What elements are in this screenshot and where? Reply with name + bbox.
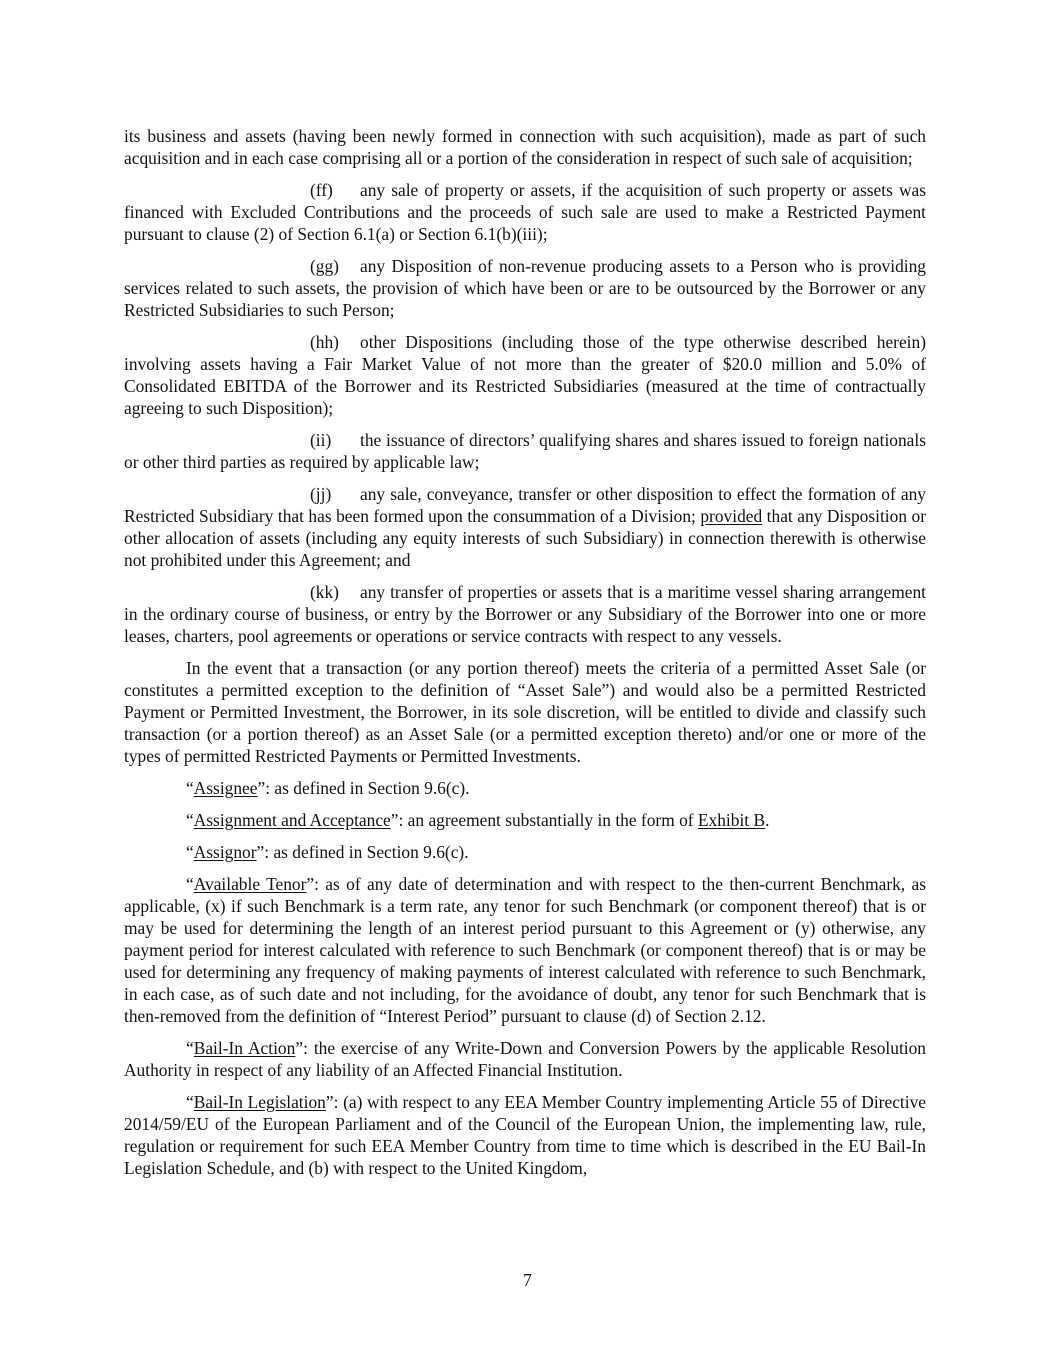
definition-text: : as defined in Section 9.6(c). [265, 778, 470, 798]
clause-kk [124, 581, 926, 647]
document-page [124, 125, 926, 1189]
clause-text: any sale of property or assets, if the acquisition of such property or assets was financed with Excluded Contributions and the proceeds of such sale are used to make a Restricted Payment pursuant to clause (2) of Section 6.1(a) or Section 6.1(b)(iii); [124, 180, 926, 244]
clause-text: any Disposition of non-revenue producing assets to a Person who is providing services related to such assets, the provision of which have been or are to be outsourced by the Borrower or any Restricted Subsidiaries to such Person; [124, 256, 926, 320]
definition-text: : (a) with respect to any EEA Member Country implementing Article 55 of Directive 2014/59/EU of the European Parliament and of the Council of the European Union, the implementing law, rule, regulation or requirement for such EEA Member Country from time to time which is described in the EU Bail-In Legislation Schedule, and (b) with respect to the United Kingdom, [124, 1092, 926, 1178]
clause-label: (kk) [310, 582, 339, 602]
definition-bail-in-legislation: “Bail-In Legislation”: (a) with respect to any EEA Member Country implementing Article 55 of Directive 2014/59/EU of the European Parliament and of the Council of the European Union, the implementing law, rule, regulation or requirement for such EEA Member Country from time to time which is described in the EU Bail-In Legislation Schedule, and (b) with respect to the United Kingdom, [124, 1092, 926, 1178]
definition-available-tenor: “Available Tenor”: as of any date of determination and with respect to the then-current Benchmark, as applicable, (x) if such Benchmark is a term rate, any tenor for such Benchmark (or component thereof) that is or may be used for determining the length of an interest period pursuant to this Agreement or (y) otherwise, any payment period for interest calculated with reference to such Benchmark (or component thereof) that is or may be used for determining any frequency of making payments of interest calculated with reference to such Benchmark, in each case, as of such date and not including, for the avoidance of doubt, any tenor for such Benchmark that is then-removed from the definition of “Interest Period” pursuant to clause (d) of Section 2.12. [124, 874, 926, 1026]
clause-hh [124, 331, 926, 419]
defined-term: Assignee [193, 778, 258, 798]
clause-text-after: that any Disposition or other allocation of assets (including any equity interests of such Subsidiary) in connection therewith is otherwise not prohibited under this Agreement; and [124, 506, 926, 570]
defined-term: Assignment and Acceptance [193, 810, 391, 830]
clause-label: (ff) [310, 180, 333, 200]
definition-assignor: “Assignor”: as defined in Section 9.6(c). [186, 842, 469, 862]
clause-label: (gg) [310, 256, 339, 276]
continuation-paragraph: its business and assets (having been newly formed in connection with such acquisition), made as part of such acquisition and in each case comprising all or a portion of the consideration in respect of such sale of acquisition; [124, 126, 926, 168]
clause-ii [124, 429, 926, 473]
defined-term: Assignor [193, 842, 257, 862]
clause-text: any transfer of properties or assets that is a maritime vessel sharing arrangement in the ordinary course of business, or entry by the Borrower or any Subsidiary of the Borrower into one or more leases, charters, pool agreements or operations or service contracts with respect to any vessels. [124, 582, 926, 646]
definition-assignment-and-acceptance: “Assignment and Acceptance”: an agreement substantially in the form of Exhibit B. [186, 810, 770, 830]
definition-text-after: . [765, 810, 770, 830]
definition-bail-in-action: “Bail-In Action”: the exercise of any Write-Down and Conversion Powers by the applicable Resolution Authority in respect of any liability of an Affected Financial Institution. [124, 1038, 926, 1080]
provided-term: provided [700, 506, 763, 526]
clause-text: any sale, conveyance, transfer or other disposition to effect the formation of any Restricted Subsidiary that has been formed upon the consummation of a Division; [124, 484, 926, 526]
definition-assignee: “Assignee”: as defined in Section 9.6(c). [186, 778, 470, 798]
clause-label: (ii) [310, 430, 332, 450]
clause-ff [124, 179, 926, 245]
defined-term: Bail-In Legislation [193, 1092, 326, 1112]
clause-label: (hh) [310, 332, 339, 352]
clause-jj [124, 483, 926, 571]
defined-term: Available Tenor [193, 874, 307, 894]
clause-gg [124, 255, 926, 321]
clause-text: other Dispositions (including those of the type otherwise described herein) involving assets having a Fair Market Value of not more than the greater of $20.0 million and 5.0% of Consolidated EBITDA of the Borrower and its Restricted Subsidiaries (measured at the time of contractually agreeing to such Disposition); [124, 332, 926, 418]
definition-text: : as defined in Section 9.6(c). [264, 842, 469, 862]
page-number: 7 [523, 1270, 532, 1290]
definition-text: : as of any date of determination and with respect to the then-current Benchmark, as applicable, (x) if such Benchmark is a term rate, any tenor for such Benchmark (or component thereof) that is or may be used for determining the length of an interest period pursuant to this Agreement or (y) otherwise, any payment period for interest calculated with reference to such Benchmark (or component thereof) that is or may be used for determining any frequency of making payments of interest calculated with reference to such Benchmark, in each case, as of such date and not including, for the avoidance of doubt, any tenor for such Benchmark that is then-removed from the definition of “Interest Period” pursuant to clause (d) of Section 2.12. [124, 874, 926, 1026]
clause-text: the issuance of directors’ qualifying shares and shares issued to foreign nationals or other third parties as required by applicable law; [124, 430, 926, 472]
definition-text: : the exercise of any Write-Down and Conversion Powers by the applicable Resolution Authority in respect of any liability of an Affected Financial Institution. [124, 1038, 926, 1080]
defined-term: Bail-In Action [193, 1038, 296, 1058]
closing-paragraph: In the event that a transaction (or any portion thereof) meets the criteria of a permitted Asset Sale (or constitutes a permitted exception to the definition of “Asset Sale”) and would also be a permitted Restricted Payment or Permitted Investment, the Borrower, in its sole discretion, will be entitled to divide and classify such transaction (or a portion thereof) as an Asset Sale (or a permitted exception thereto) and/or one or more of the types of permitted Restricted Payments or Permitted Investments. [124, 658, 926, 766]
exhibit-reference: Exhibit B [697, 810, 766, 830]
definition-text: : an agreement substantially in the form of [398, 810, 698, 830]
clause-label: (jj) [310, 484, 332, 504]
